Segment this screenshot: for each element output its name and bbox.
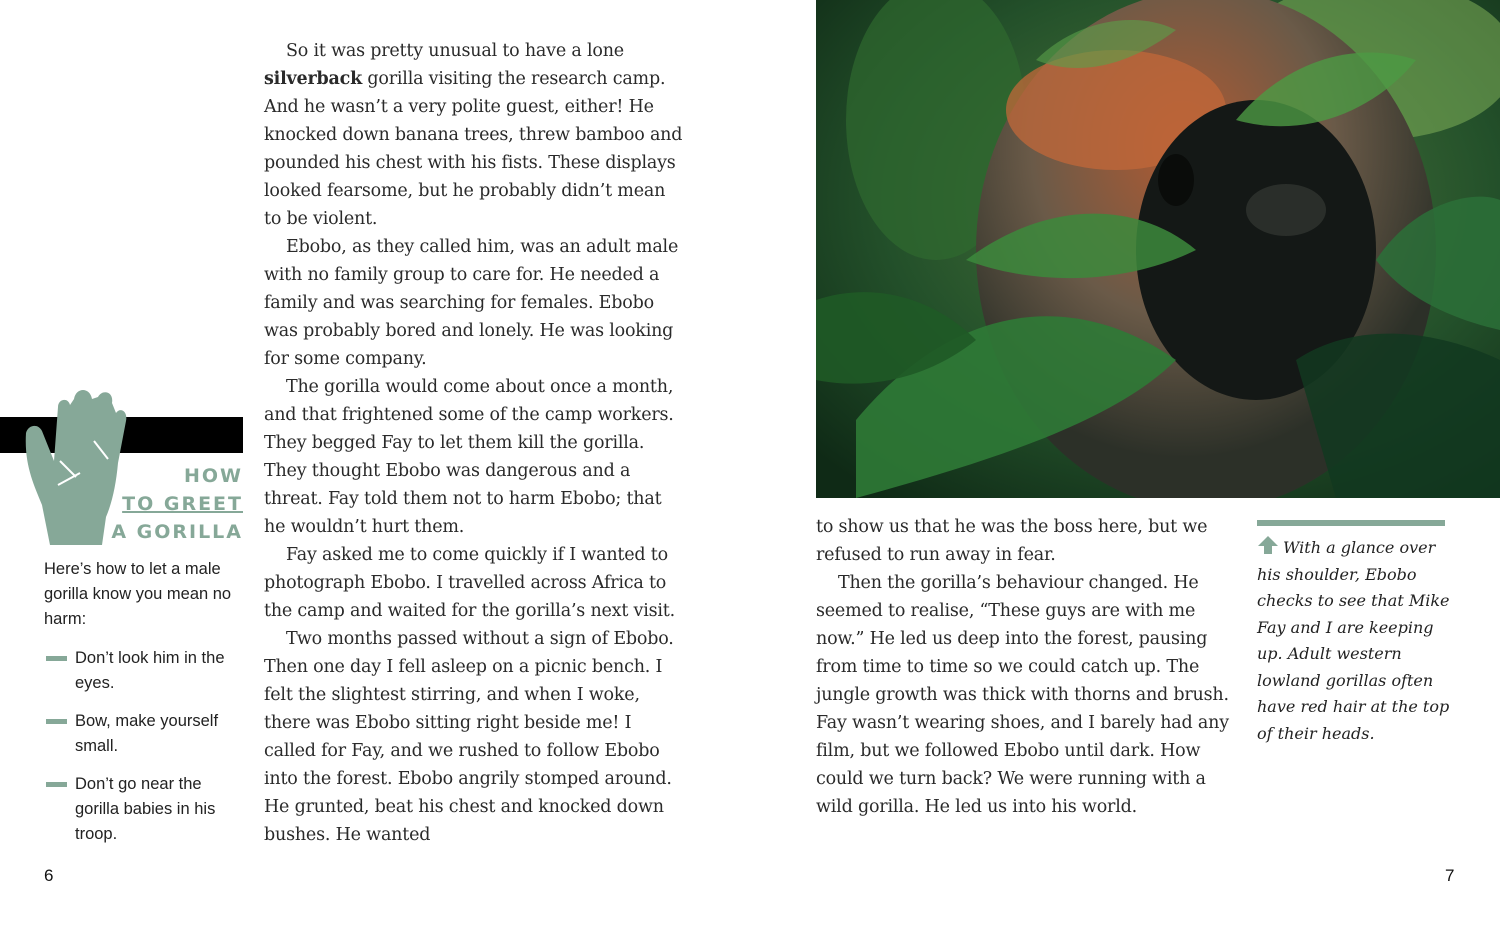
sidebar-heading-line: HOW <box>183 465 243 487</box>
paragraph-text: So it was pretty unusual to have a lone <box>286 41 624 61</box>
photo-caption <box>1257 535 1457 747</box>
list-item <box>44 646 244 696</box>
main-text-column <box>264 37 684 849</box>
right-text-column <box>816 513 1241 821</box>
tip-text: Don’t go near the gorilla babies in his troop. <box>75 775 216 843</box>
tip-text: Don’t look him in the eyes. <box>75 649 225 692</box>
caption-text: With a glance over his shoulder, Ebobo checks to see that Mike Fay and I are keeping up. Adult western lowland gorillas often have red hair at the top of their heads. <box>1257 538 1450 743</box>
paragraph: Fay asked me to come quickly if I wanted to photograph Ebobo. I travelled across Africa to the camp and waited for the gorilla’s next visit. <box>264 545 675 621</box>
bold-term: silverback <box>264 69 363 89</box>
sidebar-heading-line: TO GREET <box>122 493 243 515</box>
paragraph: Two months passed without a sign of Ebobo. Then one day I fell asleep on a picnic bench. I felt the slightest stirring, and when I woke, there was Ebobo sitting right beside me! I called for Fay, and we rushed to follow Ebobo into the forest. Ebobo angrily stomped around. He grunted, beat his chest and knocked down bushes. He wanted <box>264 629 674 845</box>
paragraph-text: gorilla visiting the research camp. And he wasn’t a very polite guest, either! He knocked down banana trees, threw bamboo and pounded his chest with his fists. These displays looked fearsome, but he probably didn’t mean to be violent. <box>264 69 683 229</box>
caption-rule <box>1257 520 1445 526</box>
sidebar-heading <box>95 462 243 546</box>
list-item <box>44 772 244 847</box>
sidebar-heading-line: A GORILLA <box>111 521 243 543</box>
tips-list <box>44 646 244 860</box>
paragraph: The gorilla would come about once a month, and that frightened some of the camp workers. They begged Fay to let them kill the gorilla. They thought Ebobo was dangerous and a threat. Fay told them not to harm Ebobo; that he wouldn’t hurt them. <box>264 377 674 537</box>
dash-bullet-icon <box>46 719 67 724</box>
arrow-up-icon <box>1257 535 1279 555</box>
paragraph: Ebobo, as they called him, was an adult male with no family group to care for. He needed a family and was searching for females. Ebobo was probably bored and lonely. He was looking for some company. <box>264 237 679 369</box>
tip-text: Bow, make yourself small. <box>75 712 219 755</box>
list-item <box>44 709 244 759</box>
dash-bullet-icon <box>46 656 67 661</box>
gorilla-photo <box>816 0 1500 498</box>
page-number-right: 7 <box>1445 866 1455 885</box>
paragraph <box>264 37 684 233</box>
sidebar-intro: Here’s how to let a male gorilla know you mean no harm: <box>44 560 232 628</box>
dash-bullet-icon <box>46 782 67 787</box>
paragraph: to show us that he was the boss here, but we refused to run away in fear. <box>816 517 1208 565</box>
paragraph: Then the gorilla’s behaviour changed. He seemed to realise, “These guys are with me now.” He led us deep into the forest, pausing from time to time so we could catch up. The jungle growth was thick with thorns and brush. Fay wasn’t wearing shoes, and I barely had any film, but we followed Ebobo until dark. How could we turn back? We were running with a wild gorilla. He led us into his world. <box>816 573 1229 817</box>
page-number-left: 6 <box>44 866 54 885</box>
